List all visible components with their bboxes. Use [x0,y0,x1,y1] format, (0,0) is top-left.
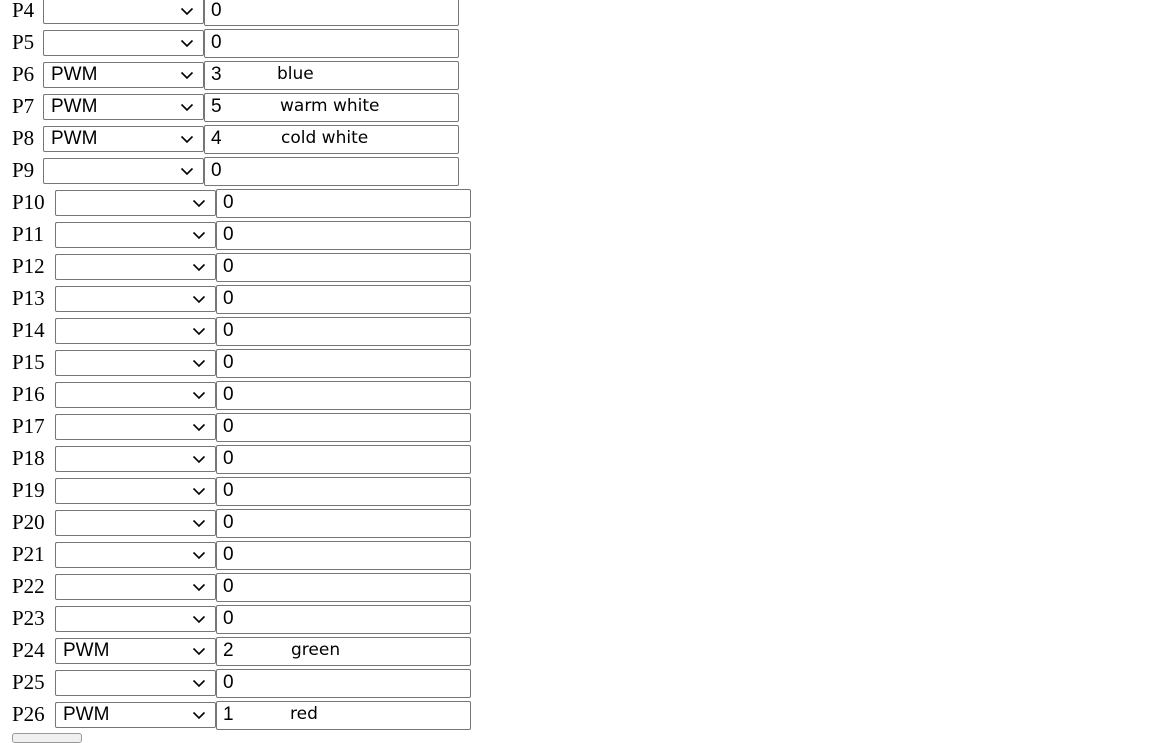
pin-channel-input[interactable] [204,29,459,58]
chevron-down-icon [192,583,206,592]
pin-color-note: blue [277,64,314,84]
pin-label: P22 [12,574,45,598]
pin-channel-input[interactable] [204,93,459,122]
chevron-down-icon [192,519,206,528]
pin-label: P13 [12,286,45,310]
pin-label: P20 [12,510,45,534]
pin-channel-input[interactable] [216,541,471,570]
pin-channel-input[interactable] [204,125,459,154]
chevron-down-icon [192,711,206,720]
chevron-down-icon [180,39,194,48]
pin-mode-select[interactable] [43,158,204,184]
pin-channel-input[interactable] [216,189,471,218]
pin-label: P7 [12,94,35,118]
pin-label: P10 [12,190,45,214]
pin-label: P19 [12,478,45,502]
pin-label: P8 [12,126,35,150]
chevron-down-icon [192,391,206,400]
pin-label: P6 [12,62,35,86]
pin-mode-value: PWM [63,640,110,661]
pin-label: P4 [12,0,35,22]
chevron-down-icon [192,199,206,208]
pin-mode-select[interactable] [55,350,216,376]
pin-mode-select[interactable] [55,190,216,216]
pin-label: P18 [12,446,45,470]
chevron-down-icon [192,359,206,368]
chevron-down-icon [192,327,206,336]
pin-channel-input[interactable] [216,509,471,538]
pin-label: P21 [12,542,45,566]
pin-label: P15 [12,350,45,374]
pin-mode-select[interactable] [55,318,216,344]
pin-mode-select[interactable] [55,574,216,600]
pin-mode-select[interactable] [43,126,204,152]
pin-mode-select[interactable] [55,670,216,696]
pin-channel-value: 0 [211,0,222,21]
pin-channel-value: 3 [211,64,222,85]
pin-color-note: green [291,640,341,660]
pin-channel-value: 0 [223,320,234,341]
pin-channel-input[interactable] [216,605,471,634]
pin-mode-select[interactable] [55,222,216,248]
pin-channel-value: 0 [223,416,234,437]
pin-channel-input[interactable] [216,477,471,506]
pin-channel-input[interactable] [216,669,471,698]
pin-mode-select[interactable] [43,62,204,88]
pin-channel-input[interactable] [216,317,471,346]
pin-channel-input[interactable] [204,0,459,26]
pin-label: P9 [12,158,35,182]
pin-label: P17 [12,414,45,438]
pin-channel-value: 0 [223,480,234,501]
pin-channel-value: 0 [223,256,234,277]
pin-channel-value: 2 [223,640,234,661]
pin-mode-select[interactable] [55,286,216,312]
pin-mode-select[interactable] [43,94,204,120]
pin-channel-input[interactable] [204,61,459,90]
pin-label: P12 [12,254,45,278]
chevron-down-icon [180,71,194,80]
pin-mode-select[interactable] [55,638,216,664]
pin-label: P23 [12,606,45,630]
chevron-down-icon [180,7,194,16]
pin-channel-input[interactable] [216,381,471,410]
pin-channel-input[interactable] [216,221,471,250]
pin-channel-value: 0 [223,352,234,373]
chevron-down-icon [192,455,206,464]
pin-channel-value: 0 [223,448,234,469]
pin-channel-value: 0 [223,288,234,309]
chevron-down-icon [192,551,206,560]
pin-mode-select[interactable] [55,414,216,440]
pin-channel-value: 0 [223,512,234,533]
chevron-down-icon [192,679,206,688]
chevron-down-icon [192,263,206,272]
pin-mode-select[interactable] [55,510,216,536]
pin-label: P14 [12,318,45,342]
chevron-down-icon [192,615,206,624]
pin-channel-value: 0 [211,160,222,181]
pin-channel-input[interactable] [216,413,471,442]
pin-mode-select[interactable] [55,446,216,472]
chevron-down-icon [180,167,194,176]
pin-channel-input[interactable] [216,349,471,378]
pin-mode-select[interactable] [55,702,216,728]
chevron-down-icon [192,231,206,240]
pin-channel-value: 0 [223,576,234,597]
pin-channel-value: 0 [223,544,234,565]
pin-label: P24 [12,638,45,662]
pin-label: P26 [12,702,45,726]
pin-mode-value: PWM [51,64,98,85]
pin-color-note: red [290,704,318,724]
chevron-down-icon [192,647,206,656]
chevron-down-icon [192,487,206,496]
pin-mode-select[interactable] [55,606,216,632]
pin-color-note: warm white [280,96,380,116]
chevron-down-icon [192,423,206,432]
pin-mode-value: PWM [51,128,98,149]
pin-channel-input[interactable] [216,637,471,666]
pin-color-note: cold white [281,128,369,148]
pin-label: P5 [12,30,35,54]
pin-channel-value: 0 [223,672,234,693]
pin-channel-value: 4 [211,128,222,149]
pin-channel-value: 0 [223,384,234,405]
chevron-down-icon [180,135,194,144]
pin-channel-input[interactable] [216,573,471,602]
pin-mode-value: PWM [51,96,98,117]
pin-channel-input[interactable] [216,701,471,730]
pin-channel-input[interactable] [216,253,471,282]
pin-channel-value: 0 [223,224,234,245]
pin-channel-input[interactable] [204,157,459,186]
chevron-down-icon [192,295,206,304]
pin-mode-select[interactable] [55,254,216,280]
pin-channel-value: 0 [211,32,222,53]
pin-label: P25 [12,670,45,694]
pin-channel-value: 0 [223,608,234,629]
pin-mode-value: PWM [63,704,110,725]
pin-channel-input[interactable] [216,445,471,474]
pin-channel-input[interactable] [216,285,471,314]
pin-channel-value: 1 [223,704,234,725]
pin-mode-select[interactable] [43,0,204,24]
pin-label: P16 [12,382,45,406]
pin-mode-select[interactable] [55,478,216,504]
pin-mode-select[interactable] [55,382,216,408]
pin-channel-value: 5 [211,96,222,117]
bottom-button[interactable] [12,733,82,743]
pin-label: P11 [12,222,44,246]
chevron-down-icon [180,103,194,112]
pin-channel-value: 0 [223,192,234,213]
pin-mode-select[interactable] [43,30,204,56]
pin-mode-select[interactable] [55,542,216,568]
